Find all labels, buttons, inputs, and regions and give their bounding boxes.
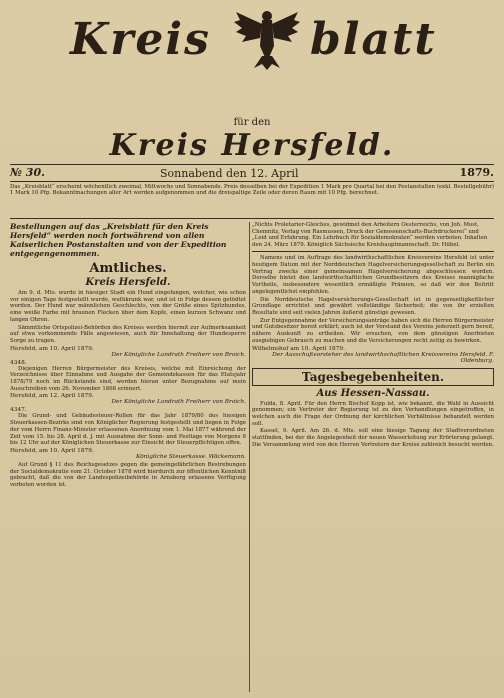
masthead-district: Kreis Hersfeld. bbox=[109, 128, 395, 163]
left-column bbox=[10, 222, 246, 490]
issue-year: 1879. bbox=[459, 166, 494, 179]
article-paragraph: Namens und im Auftrage des landwirthschaftlichen Kreisvereins Hersfeld ist unter heutigem Datum mit der Norddeutschen Hagelversicherungsgesellschaft zu Berlin ein Vertrag zwecks einer gemeinsamen Hagelversicherung abgeschlossen worden. Derselbe bietet den landwirthschaftlichen Grundbesitzern des Kreises mannigfache Vortheile, insbesondere wesentlich ermäßigte Prämien, so daß wir den Beitritt angelegentlichst empfehlen. bbox=[252, 255, 494, 295]
article-signature: Der Königliche Landrath Freiherr von Broich. bbox=[111, 351, 246, 358]
article-date: Hersfeld, am 10. April 1879. bbox=[10, 345, 94, 352]
article-paragraph: Am 9. d. Mts. wurde in hiesiger Stadt ein Hund eingefangen, welcher, wie schon vor einigen Tage festgestellt wurde, wuthkrank war, und ist in Folge dessen getödtet worden. Der Hund war männlichen Geschlechts, von der Größe eines Spitzhundes, eine weiße Farbe mit braunen Flecken über dem Kopfe, einen kurzen Schwanz und langen Ohren. bbox=[10, 290, 246, 323]
article-signature: Der Königliche Landrath Freiherr von Broich. bbox=[111, 399, 246, 406]
ban-notice: „Nichts Proletarier-Gleiches, gewidmet den Arbeitern Oesterreichs, von Joh. Most, Chemnitz, Verlag von Rasmussen, Druck der Genossenschafts-Buchdruckerei“ und „Leid und Erfahrung. Ein Lehrbuch für Sozialdemokraten“ werden verboten. Inhalten den 24. März 1879. Königlich Sächsische Kreishauptmannschaft. Dr. Hübel. bbox=[252, 222, 488, 248]
section-heading-tagesbegebenheiten: Tagesbegebenheiten. bbox=[252, 368, 494, 386]
subscription-notice: Das „Kreisblatt“ erscheint wöchentlich zweimal, Mittwochs und Sonnabends. Preis desselben bei der Expedition 1 Mark pro Quartal bei den Postanstalten (exkl. Bestellgebühr) 1 Mark 10 Pfg. Bekanntmachungen aller Art werden aufgenommen und die dreispaltige Zeile oder deren Raum mit 10 Pfg. berechnet. bbox=[10, 184, 494, 197]
article-date: Hersfeld, am 10. April 1879. bbox=[10, 447, 94, 454]
news-item: Kassel, 9. April. Am 26. d. Mts. soll eine hiesige Tagung der Stadtverordneten stattfinden, bei der die Angelegenheit der neuen Wasserleitung zur Erörterung gelangt. Die Versammlung wird von den Herren Vertretern der Kreise zahlreich besucht werden. bbox=[252, 428, 494, 448]
article-date: Hersfeld, am 12. April 1879. bbox=[10, 393, 94, 400]
article-paragraph: Auf Grund § 11 des Reichsgesetzes gegen die gemeingefährlichen Bestrebungen der Socialdemokratie vom 21. October 1878 wird hierdurch zur öffentlichen Kenntniß gebracht, daß die von der Landespolizeibehörde in Arnsberg erlassene Verfügung verboten worden ist. bbox=[10, 461, 246, 489]
subscription-callout: Bestellungen auf das „Kreisblatt für den Kreis Hersfeld“ werden noch fortwährend von allen Kaiserlichen Postanstalten und von der Expedition entgegengenommen. bbox=[10, 222, 227, 258]
section-heading-amtliches: Amtliches. bbox=[89, 261, 167, 276]
article-number: 4348. bbox=[10, 359, 27, 366]
issue-date: Sonnabend den 12. April bbox=[160, 167, 299, 180]
article-paragraph: Diejenigen Herren Bürgermeister des Kreises, welche mit Einreichung der Verzeichnisse über Einnahme und Ausgabe der Gemeindekassen für das Etatsjahr 1878/79 noch im Rückstande sind, werden hieran unter Bezugnahme auf mein Ausschreiben vom 26. November 1868 erinnert. bbox=[10, 365, 246, 392]
article-signature: Der Ausschußvorsteher des landwirthschaftlichen Kreisvereins Hersfeld. F. Oldenburg. bbox=[272, 351, 494, 364]
article-paragraph: Die Norddeutsche Hagelversicherungs-Gesellschaft ist in gegenseitigkeitlicher Grundlage errichtet und gewährt vollständige Sicherheit; die von ihr erzielten Resultate sind seit vielen Jahren äußerst günstige gewesen. bbox=[252, 296, 494, 316]
article-paragraph: Sämmtliche Ortspolizei-Behörden des Kreises werden hiermit zur Aufmerksamkeit auf etwa vorkommende Fälle angewiesen, auch für Innehaltung der Hundesperre Sorge zu tragen. bbox=[10, 324, 246, 344]
news-item: Fulda, 8. April. Für den Herrn Bischof Kopp ist, wie bekannt, die Wahl in Aussicht genommen; ein Vertreter der Regierung ist zu den Verhandlungen eingetroffen, in welchen auch die Frage der Ordnung der kirchlichen Verhältnisse behandelt werden soll. bbox=[252, 400, 494, 427]
subheading-kreis-hersfeld: Kreis Hersfeld. bbox=[85, 277, 171, 288]
article-date: Wilhelmshof am 10. April 1879. bbox=[252, 345, 345, 352]
article-paragraph: Zur Entgegennahme der Versicherungsanträge haben sich die Herren Bürgermeister und Gutsbesitzer bereit erklärt; auch ist der Vorstand des Vereins jederzeit gern bereit, nähere Auskunft zu ertheilen. Wir ersuchen, von dem günstigen Anerbieten ausgiebigen Gebrauch zu machen und die Versicherungen recht zeitig zu bewirken. bbox=[252, 317, 494, 344]
divider bbox=[252, 251, 494, 252]
column-divider bbox=[249, 222, 250, 692]
subheading-hessen-nassau: Aus Hessen-Nassau. bbox=[316, 387, 430, 399]
masthead bbox=[10, 0, 494, 78]
divider bbox=[10, 218, 494, 219]
right-column bbox=[252, 222, 494, 449]
masthead-title-right: blatt bbox=[310, 14, 437, 65]
eagle-emblem-icon bbox=[232, 6, 302, 72]
article-signature: Königliche Steuerkasse. Wäckemann. bbox=[136, 453, 246, 460]
issue-bar bbox=[10, 164, 494, 182]
masthead-for: für den bbox=[233, 117, 271, 128]
masthead-title-left: Kreis bbox=[70, 14, 211, 65]
article-number: 4347. bbox=[10, 407, 27, 414]
article-paragraph: Die Grund- und Gebäudesteuer-Rollen für das Jahr 1879/80 des hiesigen Steuerkassen-Bezirks sind von Königlicher Regierung festgestellt und liegen in Folge der vom Herrn Finanz-Minister erlassenen Anordnung vom 1. Mai 1877 während der Zeit vom 15. bis 28. April d. J. mit Ausnahme der Sonn- und Festtage von Morgens 8 bis 12 Uhr auf der Königlichen Steuerkasse zur Einsicht der Steuerpflichtigen offen. bbox=[10, 413, 246, 447]
issue-number: № 30. bbox=[10, 166, 45, 179]
